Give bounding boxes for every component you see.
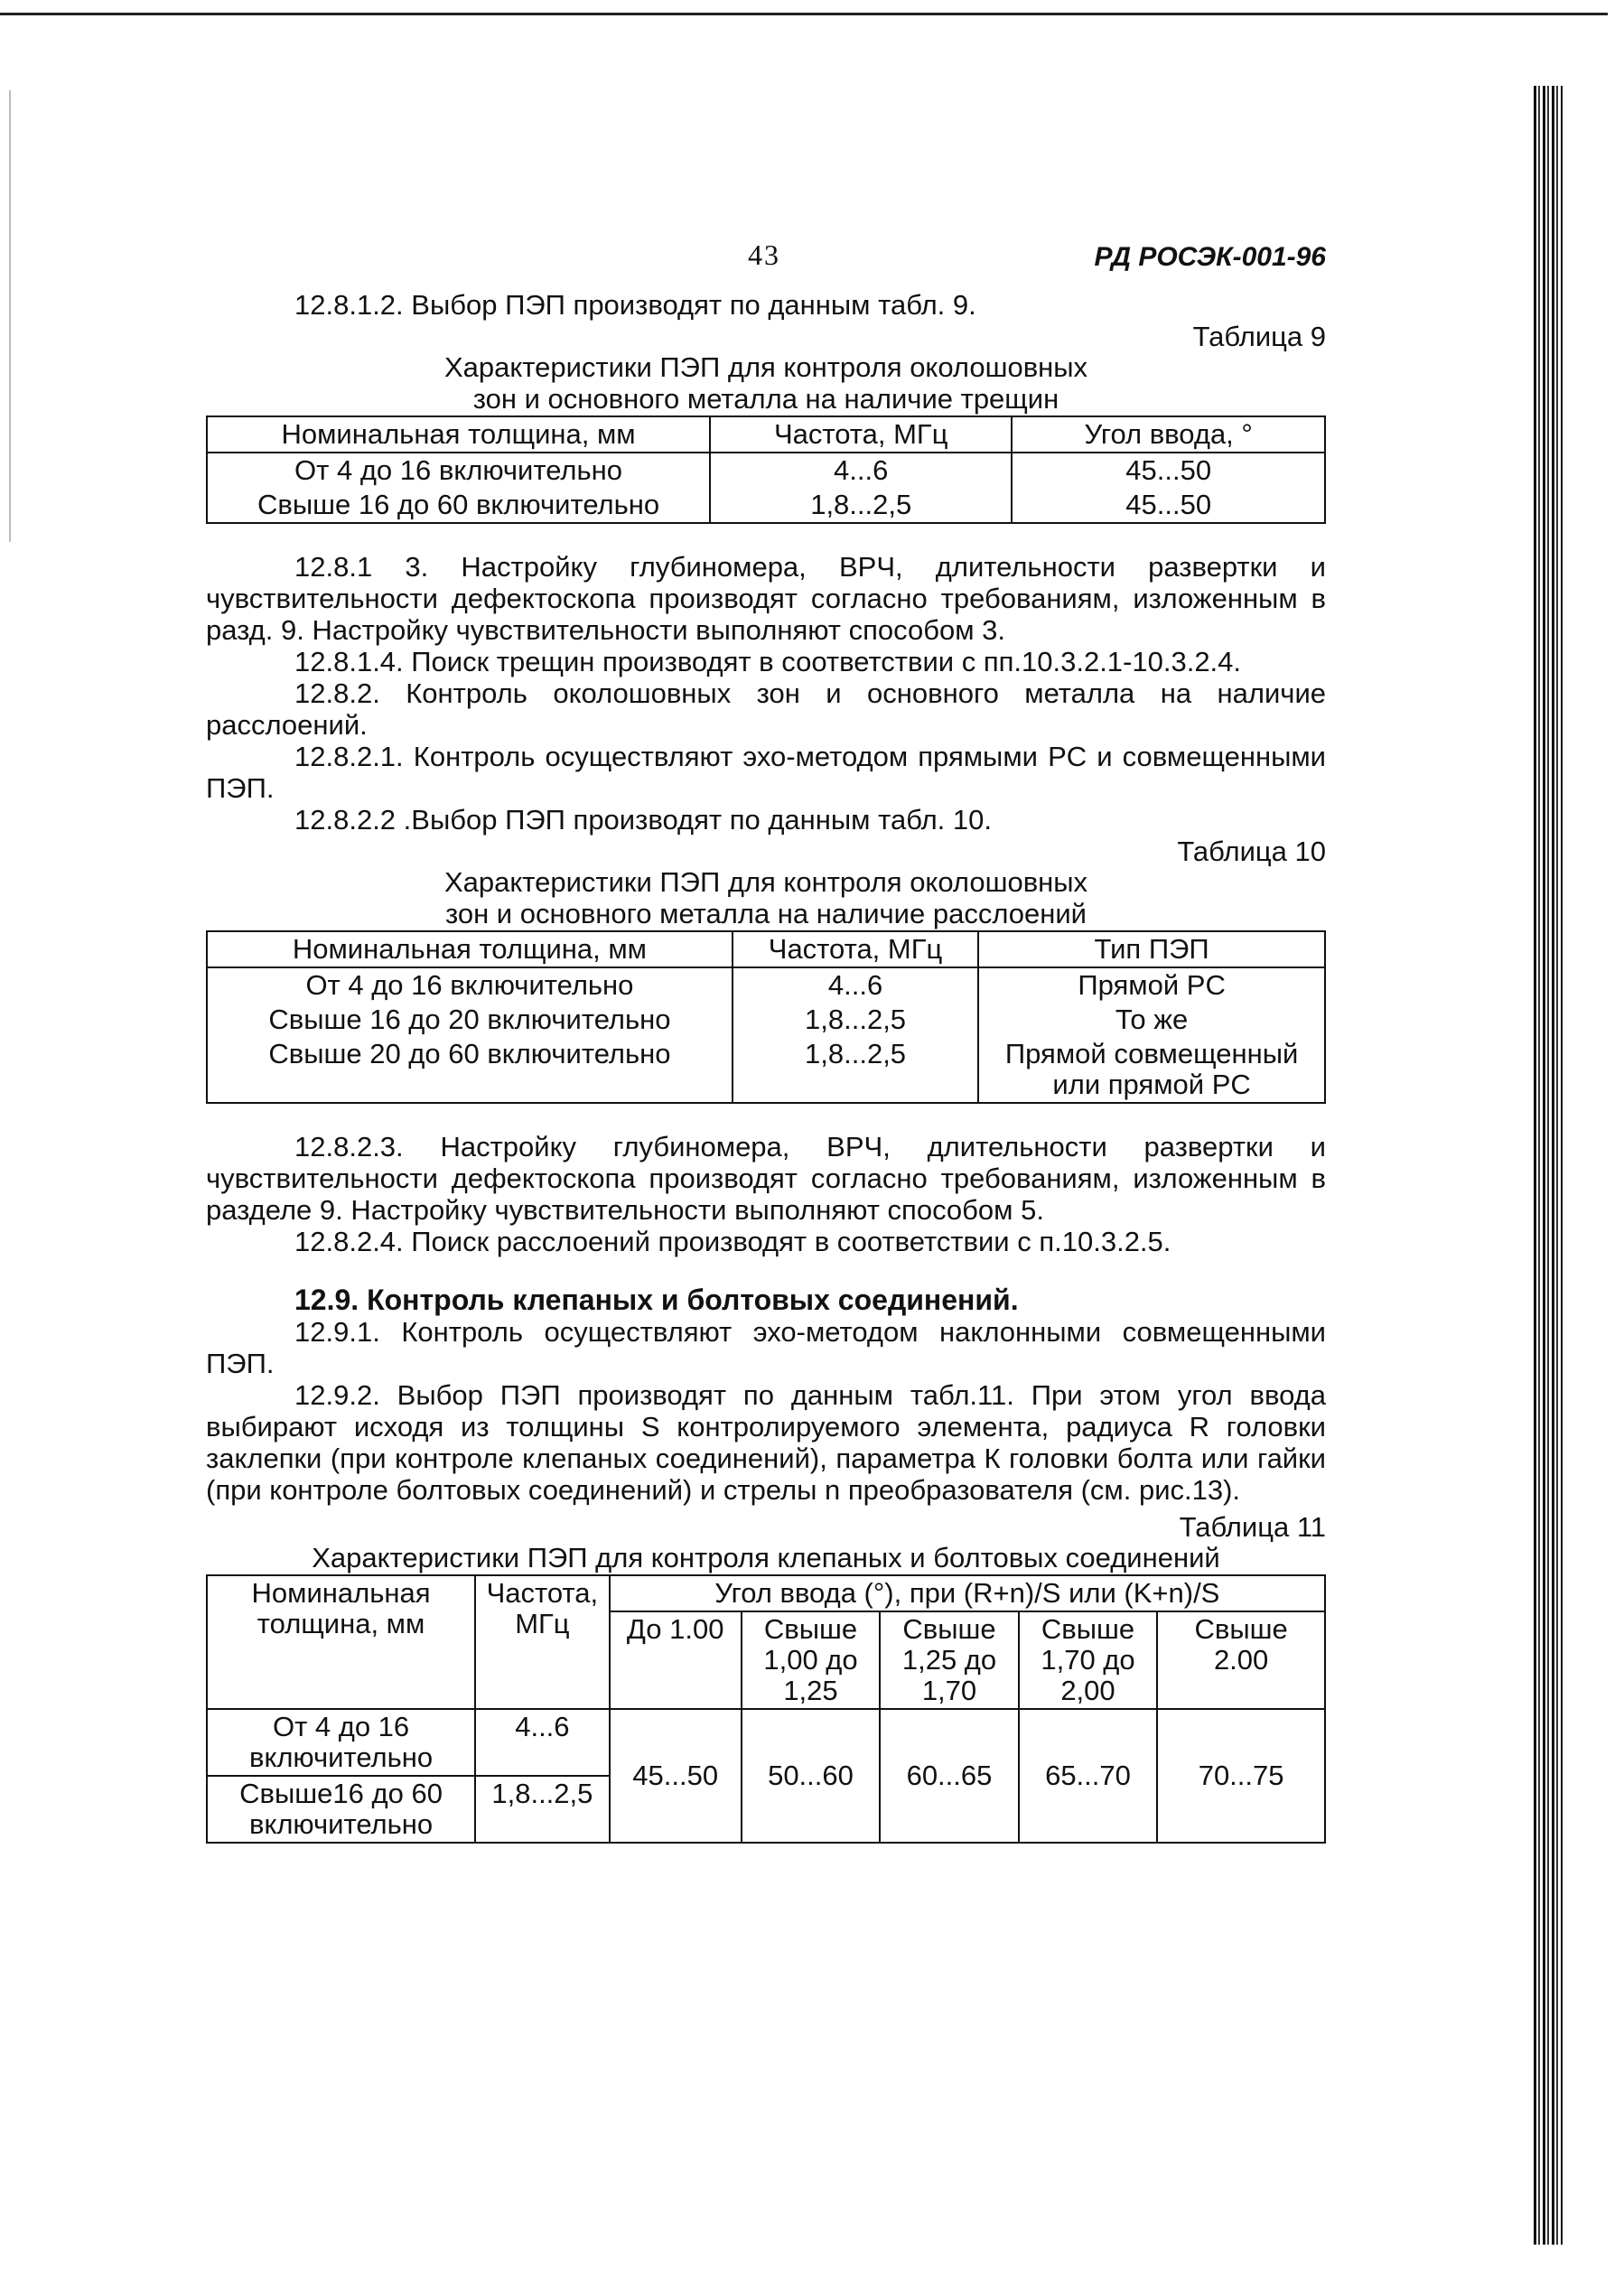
header-cell: Тип ПЭП [978,931,1325,967]
table-cell: 70...75 [1157,1709,1325,1843]
table10-caption-line1: Характеристики ПЭП для контроля околошовных [443,866,1088,898]
header-cell: Частота, МГц [733,931,978,967]
table-cell: 1,8...2,5 [733,1037,978,1103]
table10-caption-line2: зон и основного металла на наличие расслоений [444,898,1087,929]
table-row [207,967,1325,1003]
paragraph-12-8-2-1: 12.8.2.1. Контроль осуществляют эхо-методом прямыми PC и совмещенными ПЭП. [206,741,1326,804]
table-header-row [207,1575,1325,1611]
paragraph-12-8-2-2: 12.8.2.2 .Выбор ПЭП производят по данным табл. 10. [294,804,992,836]
table-header-row [207,416,1325,453]
table-cell: Прямой PC [978,967,1325,1003]
page-header [206,235,1326,289]
table-row [207,488,1325,523]
table-header-row [207,931,1325,967]
paragraph-12-9-2: 12.9.2. Выбор ПЭП производят по данным табл.11. При этом угол ввода выбирают исходя из толщины S контролируемого элемента, радиуса R головки заклепки (при контроле клепаных соединений), параметра К головки болта или гайки (при контроле болтовых соединений) и стрелы n преобразователя (см. рис.13). [206,1379,1326,1506]
table-row [207,1003,1325,1037]
table-cell: От 4 до 16 включительно [207,453,710,488]
table11-label: Таблица 11 [1179,1511,1326,1543]
table9-caption-line1: Характеристики ПЭП для контроля околошовных [443,351,1088,383]
document-page [206,235,1326,1844]
cell-line: Прямой совмещенный [1004,1038,1299,1069]
table-cell: 45...50 [1012,488,1325,523]
header-cell: Номинальная толщина, мм [207,1575,475,1709]
table-cell: 1,8...2,5 [710,488,1012,523]
header-cell: Номинальная толщина, мм [207,416,710,453]
table9-caption-line2: зон и основного металла на наличие трещин [472,383,1059,415]
table-row [207,453,1325,488]
section-title-12-9: 12.9. Контроль клепаных и болтовых соединений. [294,1284,1019,1316]
table-10 [206,930,1326,1104]
table-cell: Свыше16 до 60 включительно [207,1776,475,1843]
header-cell: Свыше 1,00 до 1,25 [742,1611,881,1709]
scan-binding-edge [1534,86,1563,2245]
table-cell: 50...60 [742,1709,881,1843]
table-cell: Свыше 16 до 20 включительно [207,1003,733,1037]
table-cell: 4...6 [710,453,1012,488]
paragraph-12-8-2: 12.8.2. Контроль околошовных зон и основного металла на наличие расслоений. [206,677,1326,741]
table-cell: 4...6 [733,967,978,1003]
paragraph-12-8-1-3: 12.8.1 3. Настройку глубиномера, ВРЧ, длительности развертки и чувствительности дефектоскопа производят согласно требованиям, изложенным в разд. 9. Настройку чувствительности выполняют способом 3. [206,551,1326,646]
table-cell: 45...50 [610,1709,742,1843]
header-cell: Угол ввода (°), при (R+n)/S или (K+n)/S [610,1575,1325,1611]
table-9 [206,416,1326,524]
table10-label: Таблица 10 [1177,836,1326,867]
table-cell: 1,8...2,5 [475,1776,610,1843]
table-cell [978,1037,1325,1103]
table11-caption: Характеристики ПЭП для контроля клепаных и болтовых соединений [312,1542,1220,1573]
table-cell: 45...50 [1012,453,1325,488]
scan-left-edge [9,90,11,542]
scan-top-edge [0,13,1608,15]
paragraph-12-9-1: 12.9.1. Контроль осуществляют эхо-методом наклонными совмещенными ПЭП. [206,1316,1326,1379]
table-cell: 65...70 [1019,1709,1158,1843]
header-cell: Свыше 1,25 до 1,70 [880,1611,1019,1709]
table-cell: Свыше 20 до 60 включительно [207,1037,733,1103]
header-cell: Частота, МГц [710,416,1012,453]
table-cell: Свыше 16 до 60 включительно [207,488,710,523]
paragraph-12-8-2-4: 12.8.2.4. Поиск расслоений производят в соответствии с п.10.3.2.5. [294,1226,1171,1257]
table-cell: От 4 до 16 включительно [207,967,733,1003]
header-cell: До 1.00 [610,1611,742,1709]
paragraph-12-8-1-4: 12.8.1.4. Поиск трещин производят в соответствии с пп.10.3.2.1-10.3.2.4. [294,646,1242,677]
header-cell: Частота, МГц [475,1575,610,1709]
header-cell: Угол ввода, ° [1012,416,1325,453]
document-code: РД РОСЭК-001-96 [1094,242,1326,272]
paragraph-12-8-1-2: 12.8.1.2. Выбор ПЭП производят по данным табл. 9. [294,289,976,321]
paragraph-12-8-2-3: 12.8.2.3. Настройку глубиномера, ВРЧ, длительности развертки и чувствительности дефектоскопа производят согласно требованиям, изложенным в разделе 9. Настройку чувствительности выполняют способом 5. [206,1131,1326,1226]
table9-label: Таблица 9 [1192,321,1326,352]
header-cell: Номинальная толщина, мм [207,931,733,967]
header-cell: Свыше 1,70 до 2,00 [1019,1611,1158,1709]
table-cell: 1,8...2,5 [733,1003,978,1037]
table-cell: 60...65 [880,1709,1019,1843]
table-cell: То же [978,1003,1325,1037]
table-11 [206,1574,1326,1844]
cell-line: или прямой PC [1052,1069,1251,1100]
header-cell: Свыше 2.00 [1157,1611,1325,1709]
table-row [207,1709,1325,1776]
table-cell: От 4 до 16 включительно [207,1709,475,1776]
table-cell: 4...6 [475,1709,610,1776]
page-number: 43 [748,238,780,271]
table-row [207,1037,1325,1103]
